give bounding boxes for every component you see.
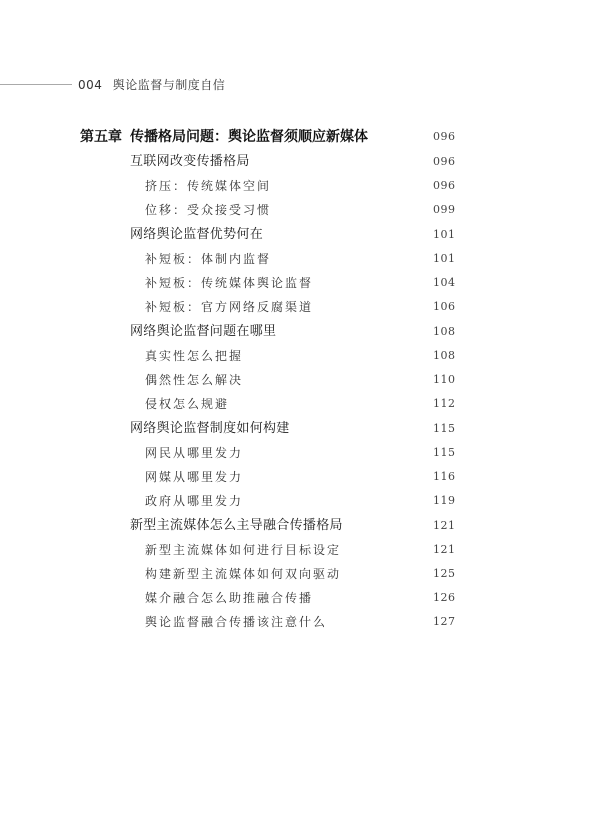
toc-subsection[interactable] (145, 467, 456, 487)
toc-section[interactable] (130, 225, 456, 245)
toc-subsection[interactable] (145, 491, 456, 511)
toc-page-number: 108 (433, 349, 456, 362)
toc-page-number: 096 (433, 179, 456, 192)
toc-subsection-title: 补短板：官方网络反腐渠道 (145, 300, 314, 314)
toc-section[interactable] (130, 419, 456, 439)
toc-subsection[interactable] (145, 273, 456, 293)
toc-subsection[interactable] (145, 200, 456, 220)
toc-page-number: 121 (433, 543, 456, 556)
toc-section[interactable] (130, 152, 456, 172)
toc-section-title: 网络舆论监督优势何在 (130, 227, 264, 242)
toc-page-number: 125 (433, 567, 456, 580)
toc-section[interactable] (130, 516, 456, 536)
toc-subsection[interactable] (145, 443, 456, 463)
toc-subsection[interactable] (145, 346, 456, 366)
chapter-title: 传播格局问题：舆论监督须顺应新媒体 (130, 129, 368, 145)
toc-subsection-title: 舆论监督融合传播该注意什么 (145, 615, 328, 629)
chapter-heading[interactable] (80, 127, 456, 147)
toc-page-number: 115 (433, 446, 456, 459)
toc-subsection[interactable] (145, 249, 456, 269)
toc-subsection[interactable] (145, 394, 456, 414)
header-book-title: 舆论监督与制度自信 (112, 78, 226, 92)
toc-section-title: 互联网改变传播格局 (130, 154, 250, 169)
toc-subsection-title: 网民从哪里发力 (145, 446, 244, 460)
toc-page-number: 101 (433, 228, 456, 241)
chapter-page: 096 (433, 130, 456, 143)
running-header (78, 76, 225, 93)
header-page-number: 004 (78, 78, 103, 92)
toc-page-number: 110 (433, 373, 456, 386)
toc-subsection[interactable] (145, 612, 456, 632)
toc-subsection-title: 媒介融合怎么助推融合传播 (145, 591, 314, 605)
toc-section-title: 网络舆论监督制度如何构建 (130, 421, 290, 436)
toc-page-number: 126 (433, 591, 456, 604)
toc-page-number: 101 (433, 252, 456, 265)
toc-subsection-title: 补短板：传统媒体舆论监督 (145, 276, 314, 290)
toc-page-number: 106 (433, 300, 456, 313)
toc-page-number: 115 (433, 422, 456, 435)
toc-subsection-title: 政府从哪里发力 (145, 494, 244, 508)
toc-subsection-title: 补短板：体制内监督 (145, 252, 272, 266)
header-rule (0, 84, 72, 85)
chapter-label: 第五章 (80, 129, 122, 145)
toc-page-number: 116 (433, 470, 456, 483)
toc-page-number: 127 (433, 615, 456, 628)
toc-page-number: 096 (433, 155, 456, 168)
toc-subsection-title: 新型主流媒体如何进行目标设定 (145, 543, 342, 557)
toc-page-number: 099 (433, 203, 456, 216)
toc-subsection-title: 网媒从哪里发力 (145, 470, 244, 484)
toc-subsection-title: 挤压：传统媒体空间 (145, 179, 272, 193)
toc-subsection-title: 构建新型主流媒体如何双向驱动 (145, 567, 342, 581)
toc-page-number: 108 (433, 325, 456, 338)
toc-subsection[interactable] (145, 176, 456, 196)
toc-page-number: 112 (433, 397, 456, 410)
toc-section[interactable] (130, 322, 456, 342)
toc-section-title: 新型主流媒体怎么主导融合传播格局 (130, 518, 343, 533)
toc-page-number: 121 (433, 519, 456, 532)
toc-subsection[interactable] (145, 588, 456, 608)
toc-subsection-title: 侵权怎么规避 (145, 397, 230, 411)
toc-subsection-title: 真实性怎么把握 (145, 349, 244, 363)
toc-section-title: 网络舆论监督问题在哪里 (130, 324, 277, 339)
toc-page-number: 104 (433, 276, 456, 289)
toc-subsection-title: 偶然性怎么解决 (145, 373, 244, 387)
toc-subsection[interactable] (145, 540, 456, 560)
toc-subsection[interactable] (145, 370, 456, 390)
toc-page-number: 119 (433, 494, 456, 507)
toc-subsection-title: 位移：受众接受习惯 (145, 203, 272, 217)
toc-subsection[interactable] (145, 564, 456, 584)
toc-subsection[interactable] (145, 297, 456, 317)
